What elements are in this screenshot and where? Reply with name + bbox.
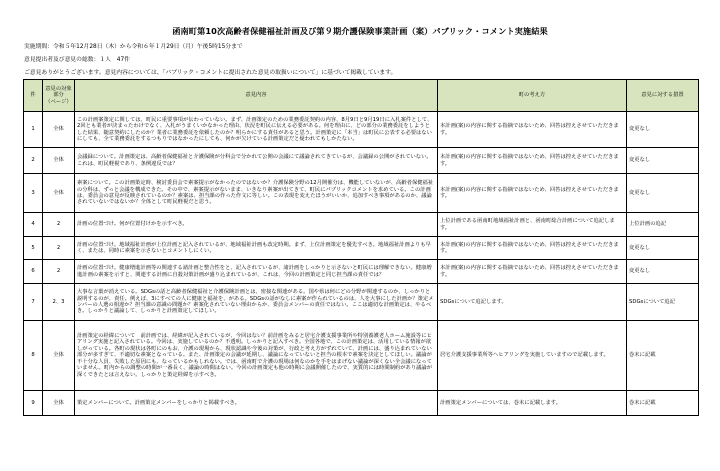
row-action: 変更なし [627,237,699,260]
row-town-view: 本計画(案)の内容に関する指摘ではないため、回答は控えさせていただきます。 [438,148,627,174]
header-target-page: 意見の対象 部分 （ページ） [43,80,75,112]
row-town-view: 本計画(案)の内容に関する指摘ではないため、回答は控えさせていただきます。 [438,260,627,284]
row-opinion: 素案について。この計画策定時、検討委員会で素案提示がなかったのではないか？介護保険分野の12月開催分は、機能していないが、高齢者保健福祉の分科は、ずっと会議を構成できた。その中で、素案提示がないまま、いきなり素案が出てきて、町民にパブリックコメントを求めている。この計画は、委員会の意見が反映されているのか？素案は、担当課の作った作文に等しい。この表現を変えたほうがいいか、追加すべき事項があるのか、議論されていないではないか？全体として町民軽視だと思う。 [75,174,438,213]
row-opinion: この計画案策定に関しては、町民に重要事項が伝わっていない。まず、計画策定のための業務委託契約の内容、8月9日と9月19日に入札案件として、2回とも業者が決まったわけでなく、入札がうまくいかなかった理由、状況を町民に伝える必要がある。何を理由に、どの部分の業務委託をしようとした結果、随意契約にしたのか？業者に業務委託を依頼したのか？明らかにする責任があると思う。計画策定に「本当」は町民に公表する必要はないにしても、全て業務委託をするつもりではなかったにしても、何かが欠けている計画策定だと疑われてもしかたない。 [75,112,438,148]
row-number: 8 [24,321,43,391]
row-target-page: 全体 [43,112,75,148]
row-action: 変更なし [627,174,699,213]
row-action: 巻末に記載 [627,321,699,391]
row-number: 1 [24,112,43,148]
table-row [24,174,699,213]
header-action: 意見に対する措置 [627,80,699,112]
row-opinion: 大事な言葉が消えている。SDGsの話と高齢者保健福祉と介護保険計画とは、密接な関連がある。国や県は何にどの分野が関連するのか、しっかりと説明するのが、責任。例えば、3にすべての人に健康と福祉を、がある。SDGsの話がなしに素案が作られているのは、人を大事にした計画か？策定メンバーの人選の相違か？担当課の意識の問題か？素案化されていない理由からか、委員会メンバーの責任ではない。ここは適切な計画策定は、やるべき。しっかりと議論して、しっかりと計画策定してほしい。 [75,284,438,321]
table-row [24,260,699,284]
opinion-count: 意見提出者及び意見の総数：１人 47件 [24,57,130,63]
row-action: 巻末に記載 [627,391,699,416]
row-number: 3 [24,174,43,213]
row-town-view: SDGsについて追記します。 [438,284,627,321]
row-opinion: 計画の位置づけ。健康増進計画等の関連する諸計画と整合性をと、記入されているが、諸計画をしっかりと示さないと町民には理解できない。健康増進計画の素案を示すと、関連する計画に自殺対策計画が盛り込まれているが、これは、今回の計画策定と同じ担当課の責任では？ [75,260,438,284]
row-number: 7 [24,284,43,321]
document-title: 函南町第10次高齢者保健福祉計画及び第９期介護保険事業計画（案）パブリック・コメント実施結果 [172,26,548,36]
row-number: 5 [24,237,43,260]
row-target-page: 全体 [43,321,75,391]
row-number: 6 [24,260,43,284]
row-action: SDGsについて追記 [627,284,699,321]
table-row [24,213,699,237]
row-town-view: 本計画(案)の内容に関する指摘ではないため、回答は控えさせていただきます。 [438,112,627,148]
table-row [24,284,699,321]
row-target-page: 全体 [43,148,75,174]
header-opinion: 意見内容 [75,80,438,112]
row-target-page: 2 [43,237,75,260]
row-opinion: 策定メンバーについて。計画策定メンバーをしっかりと掲載すべき。 [75,391,438,416]
table-row [24,237,699,260]
row-action: 変更なし [627,148,699,174]
row-action: 変更なし [627,260,699,284]
table-row [24,321,699,391]
row-town-view: 計画策定メンバーについては、巻末に記載します。 [438,391,627,416]
row-target-page: 2 [43,213,75,237]
header-town-view: 町の考え方 [438,80,627,112]
row-action: 変更なし [627,112,699,148]
table-row [24,391,699,416]
row-target-page: 全体 [43,174,75,213]
results-table [23,79,699,416]
table-row [24,148,699,174]
row-number: 9 [24,391,43,416]
row-number: 2 [24,148,43,174]
row-opinion: 計画の位置づけ。何が位置付けかを示すべき。 [75,213,438,237]
row-opinion: 会議録について。計画策定は、高齢者保健福祉と介護保険が分科会で分かれて公開の会議にて議論されてきているが、会議録の公開がされていない。これは、町民軽視であり、条例違反では？ [75,148,438,174]
row-town-view: 本計画(案)の内容に関する指摘ではないため、回答は控えさせていただきます。 [438,174,627,213]
implementation-period: 実施期間：令和５年12月28日（木）から令和６年１月29日（月）午後5時15分まで [24,44,243,50]
row-town-view: 本計画(案)の内容に関する指摘ではないため、回答は控えさせていただきます。 [438,237,627,260]
notice-text: ご意見ありがとうございます。意見内容については、「パブリック・コメントに提出された意見の取扱いについて」に基づいて掲載しています。 [24,70,397,76]
row-opinion: 計画策定の経緯について 前計画では、経緯が記入されているが、今回はない？前計画をみると居宅介護支援事業所や特別養護老人ホーム施設等にヒアリング実施と記入されている。今回は、実施しているのか？不透明。しっかりと記入すべき。全国各地で、この計画策定は、活用している情報が欲しがっている。各町の現状は各町にのもお、介護の現場から、現状認識や今後の対策が、行政と考え方がずれていて、計画には、盛り込まれていない部分が多すぎて、不適切な素案となっている。また、計画策定の会議が延期し、議論になっていないと担当の根本で素案を決定としてほしい。議論が不十分な人員、失敗した原因にも、なっているかもしれない。では、函南町で介護の現場は何なのかを手をはまげない議論が深くない全会議になっていません。町内からの調整の時間が一番長く、議論の時間はない。今回の計画策定も他の時期に会議開催したので、実質的には時間制約があり議論が深くできたとは言えない。しっかりと策定経緯を示すべき。 [75,321,438,391]
row-town-view: 居宅介護支援事業所等へヒアリングを実施していますので記載します。 [438,321,627,391]
row-target-page: 2 [43,260,75,284]
row-number: 4 [24,213,43,237]
row-action: 上位計画の追記 [627,213,699,237]
row-opinion: 計画の位置づけ。地域福祉計画が上位計画と記入されているが、地域福祉計画も改定時期。まず、上位計画策定を優先すべき。地域福祉計画よりも早く、または、同時に素案を示さないとコメントしにくい。 [75,237,438,260]
header-number: 件 [24,80,43,112]
row-town-view: 上位計画である函南町地域福祉計画と、函南町総合計画について追記します。 [438,213,627,237]
table-row [24,112,699,148]
row-target-page: 2、3 [43,284,75,321]
row-target-page: 全体 [43,391,75,416]
table-header-row [24,80,699,112]
